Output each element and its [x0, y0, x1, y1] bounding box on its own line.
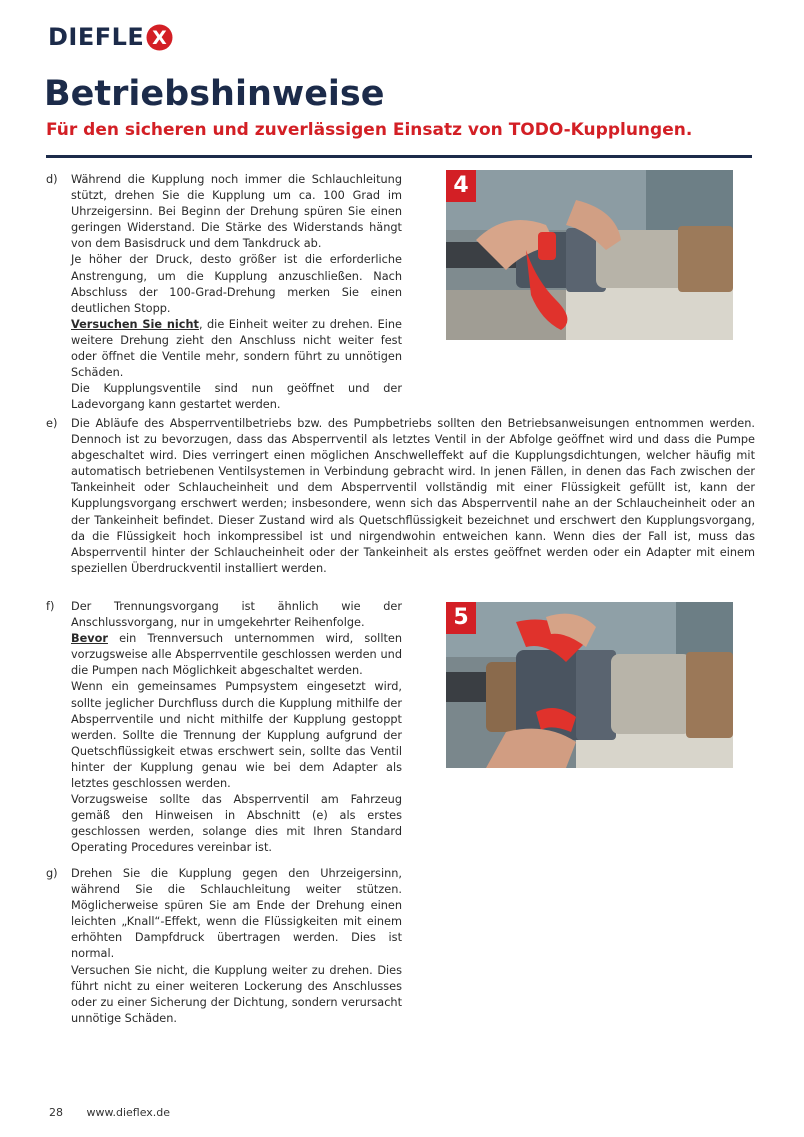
- logo-text: DIEFLE: [48, 23, 145, 51]
- paragraph: Vorzugsweise sollte das Absperrventil am Fahrzeug gemäß den Hinweisen in Abschnitt (e) als erstes geschlossen werden, solange dies mit Ihren Standard Operating Procedures vereinbar ist.: [71, 793, 402, 855]
- logo-x-mark: [146, 24, 173, 51]
- page-title: Betriebshinweise: [44, 74, 385, 114]
- paragraph-rest: , die Einheit weiter zu drehen. Eine weitere Drehung zieht den Anschluss nicht weiter fest oder öffnet die Ventile mehr, sondern führt zu unnötigen Schäden.: [71, 317, 402, 380]
- section-letter: g): [46, 867, 58, 880]
- step-badge: 5: [446, 602, 476, 634]
- section-letter: d): [46, 173, 58, 186]
- step-badge: 4: [446, 170, 476, 202]
- emphasis-warning: Versuchen Sie nicht: [71, 317, 199, 331]
- section-letter: e): [46, 417, 58, 430]
- paragraph: [71, 317, 402, 381]
- paragraph: Der Trennungsvorgang ist ähnlich wie der Anschlussvorgang, nur in umgekehrter Reihenfolge.: [71, 600, 402, 630]
- paragraph: Versuchen Sie nicht, die Kupplung weiter zu drehen. Dies führt nicht zu einer weiteren Lockerung des Anschlusses oder zu einer Sicherung der Dichtung, sondern verursacht unnötige Schäden.: [71, 963, 402, 1025]
- paragraph-rest: ein Trennversuch unternommen wird, sollten vorzugsweise alle Absperrventile geschlossen werden und die Pumpen nach Möglichkeit abgeschaltet werden.: [71, 632, 402, 678]
- website-link[interactable]: www.dieflex.de: [86, 1106, 171, 1119]
- photo-step-4: [446, 170, 733, 340]
- paragraph: [71, 631, 402, 679]
- paragraph: Je höher der Druck, desto größer ist die erforderliche Anstrengung, um die Kupplung anzuschließen. Nach Abschluss der 100-Grad-Drehung merken Sie einen deutlichen Stopp.: [71, 253, 402, 315]
- section-body: [71, 866, 402, 1027]
- header-divider: [46, 155, 752, 158]
- section-body: [71, 599, 402, 857]
- section-body: [71, 416, 755, 577]
- dieflex-logo: [48, 22, 173, 52]
- photo-step-5: [446, 602, 733, 768]
- paragraph: Drehen Sie die Kupplung gegen den Uhrzeigersinn, während Sie die Schlauchleitung weiter stützen. Möglicherweise spüren Sie am Ende der Drehung einen leichten „Knall“-Effekt, wenn die Flüssigkeiten mit einem erhöhten Dampfdruck übertragen werden. Dies ist normal.: [71, 867, 402, 961]
- section-letter: f): [46, 600, 55, 613]
- paragraph: Während die Kupplung noch immer die Schlauchleitung stützt, drehen Sie die Kupplung um ca. 100 Grad im Uhrzeigersinn. Bei Beginn der Drehung spüren Sie einen geringen Widerstand. Die Stärke des Widerstands hängt von dem Basisdruck und dem Tankdruck ab.: [71, 173, 402, 251]
- svg-text:X: X: [152, 26, 168, 49]
- section-body: [71, 172, 402, 413]
- paragraph: Die Kupplungsventile sind nun geöffnet und der Ladevorgang kann gestartet werden.: [71, 382, 402, 412]
- emphasis-warning: Bevor: [71, 632, 108, 646]
- page-number: 28: [49, 1106, 63, 1119]
- paragraph: Die Abläufe des Absperrventilbetriebs bzw. des Pumpbetriebs sollten den Betriebsanweisungen entnommen werden. Dennoch ist zu bevorzugen, dass das Absperrventil als letztes Ventil in der Abfolge geöffnet wird und dass die Pumpe abgeschaltet wird. Dies verringert einen möglichen Anschwelleffekt auf die Kupplungsdichtungen, welcher häufig mit automatisch betriebenen Ventilsystemen in Verbindung gebracht wird. In jenen Fällen, in denen das Fach zwischen der Tankeinheit oder Schlaucheinheit und dem Absperrventil vollständig mit einer Flüssigkeit gefüllt ist, kann der Kupplungsvorgang erschwert werden; insbesondere, wenn sich das Absperrventil nahe an der Schlaucheinheit oder an der Tankeinheit befindet. Dieser Zustand wird als Quetschflüssigkeit bezeichnet und erschwert den Kupplungsvorgang, da die Flüssigkeit hoch inkompressibel ist und nirgendwohin entweichen kann. Wenn dies der Fall ist, muss das Absperrventil hinter der Schlaucheinheit oder der Tankeinheit als erstes geöffnet werden oder ein Adapter mit einem speziellen Überdruckventil installiert werden.: [71, 417, 755, 575]
- page-subtitle: Für den sicheren und zuverlässigen Einsatz von TODO-Kupplungen.: [46, 120, 693, 140]
- paragraph: Wenn ein gemeinsames Pumpsystem eingesetzt wird, sollte jeglicher Durchfluss durch die Kupplung mithilfe der Absperrventile und nicht mithilfe der Kupplung gestoppt werden. Sollte die Trennung der Kupplung aufgrund der Quetschflüssigkeit etwas erschwert sein, sollte das Ventil hinter der Kupplung genau wie bei dem Adapter als letztes geschlossen werden.: [71, 680, 402, 791]
- page-footer: [49, 1106, 170, 1119]
